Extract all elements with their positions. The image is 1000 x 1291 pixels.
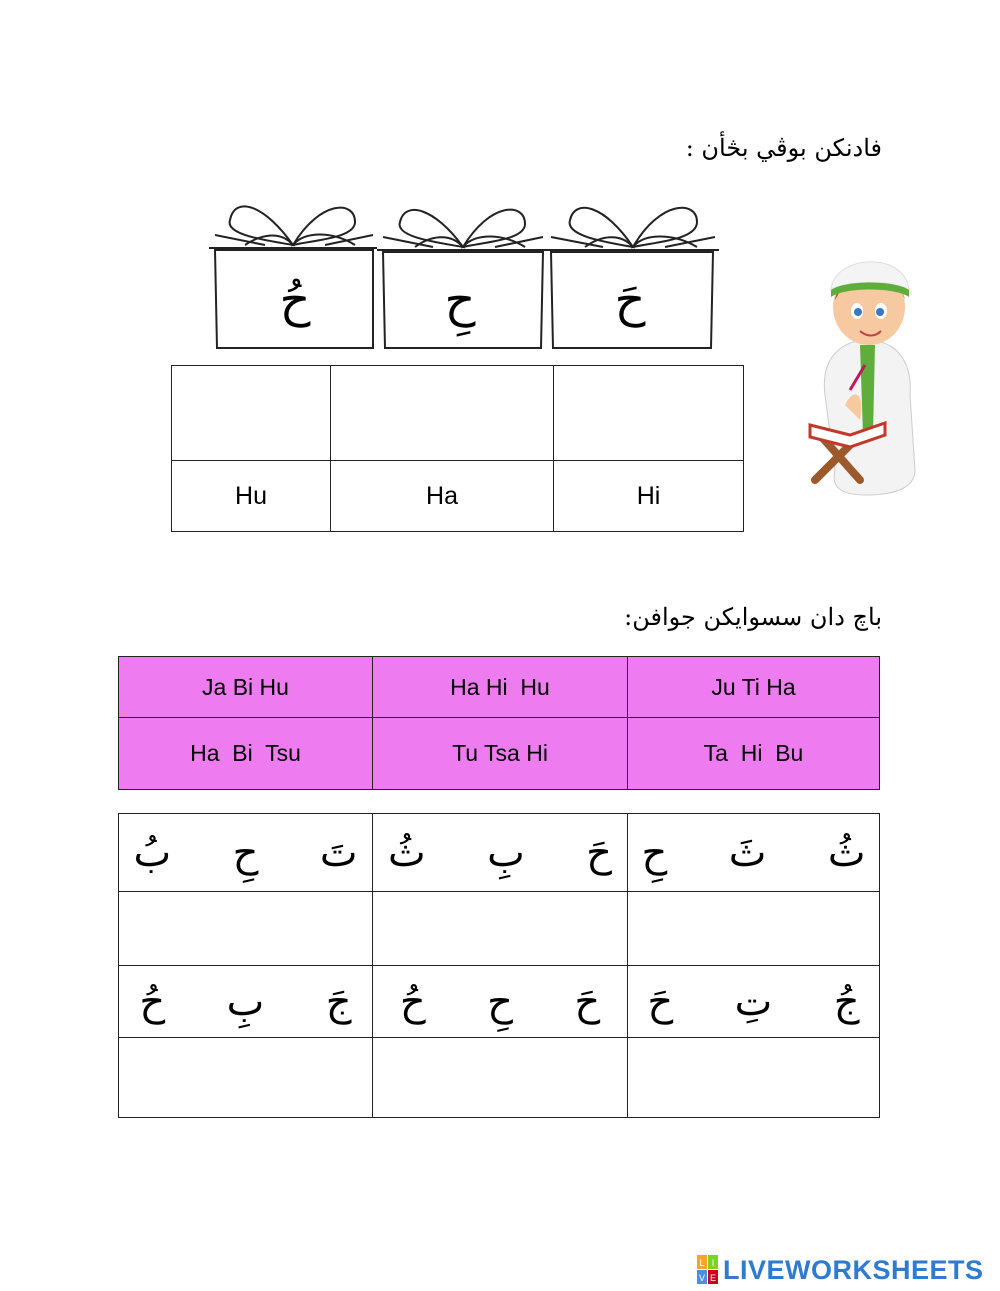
arabic-word: حَ حِ حُ xyxy=(373,966,628,1038)
word-bank-table xyxy=(118,656,880,790)
answer-drop-cell[interactable] xyxy=(628,1038,880,1118)
answer-input[interactable] xyxy=(172,400,334,428)
svg-text:L: L xyxy=(699,1258,705,1268)
arabic-word: حَ بِ ثُ xyxy=(373,814,628,892)
svg-text:V: V xyxy=(698,1273,706,1283)
syllable-match-table xyxy=(171,365,744,532)
answer-input[interactable] xyxy=(331,400,557,428)
answer-drop-cell[interactable] xyxy=(373,1038,628,1118)
syllable-label: Ha xyxy=(331,461,554,532)
answer-drop-cell[interactable] xyxy=(554,366,744,461)
answer-drop-cell[interactable] xyxy=(331,366,554,461)
arabic-word: تَ حِ بُ xyxy=(119,814,373,892)
word-grid-table xyxy=(118,813,880,1118)
syllable-label: Hi xyxy=(554,461,744,532)
word-bank-item[interactable]: Ju Ti Ha xyxy=(628,657,880,718)
arabic-word: ثُ ثَ حِ xyxy=(628,814,880,892)
boy-reading-quran-icon xyxy=(805,245,930,500)
arabic-word: جُ تِ حَ xyxy=(628,966,880,1038)
word-bank-item[interactable]: Ta Hi Bu xyxy=(628,718,880,790)
liveworksheets-logo xyxy=(697,1254,984,1286)
gift-letter: حُ xyxy=(279,272,311,328)
answer-drop-cell[interactable] xyxy=(373,892,628,966)
gift-letter: حِ xyxy=(444,272,476,328)
answer-drop-cell[interactable] xyxy=(628,892,880,966)
syllable-label: Hu xyxy=(172,461,331,532)
word-bank-item[interactable]: Ha Bi Tsu xyxy=(119,718,373,790)
answer-drop-cell[interactable] xyxy=(172,366,331,461)
answer-drop-cell[interactable] xyxy=(119,892,373,966)
word-bank-item[interactable]: Tu Tsa Hi xyxy=(373,718,628,790)
svg-text:E: E xyxy=(709,1273,717,1283)
gift-letter: حَ xyxy=(614,272,646,328)
answer-drop-cell[interactable] xyxy=(119,1038,373,1118)
instruction-2: باچ دان سسوايکن جوافن: xyxy=(624,603,882,631)
word-bank-item[interactable]: Ha Hi Hu xyxy=(373,657,628,718)
word-bank-item[interactable]: Ja Bi Hu xyxy=(119,657,373,718)
logo-text: LIVEWORKSHEETS xyxy=(723,1254,984,1285)
answer-input[interactable] xyxy=(554,400,747,428)
instruction-1: فادنکن بوڤي بڅأن : xyxy=(685,134,882,162)
svg-text:I: I xyxy=(711,1258,715,1268)
logo-tiles-icon xyxy=(697,1255,719,1285)
arabic-word: جَ بِ حُ xyxy=(119,966,373,1038)
